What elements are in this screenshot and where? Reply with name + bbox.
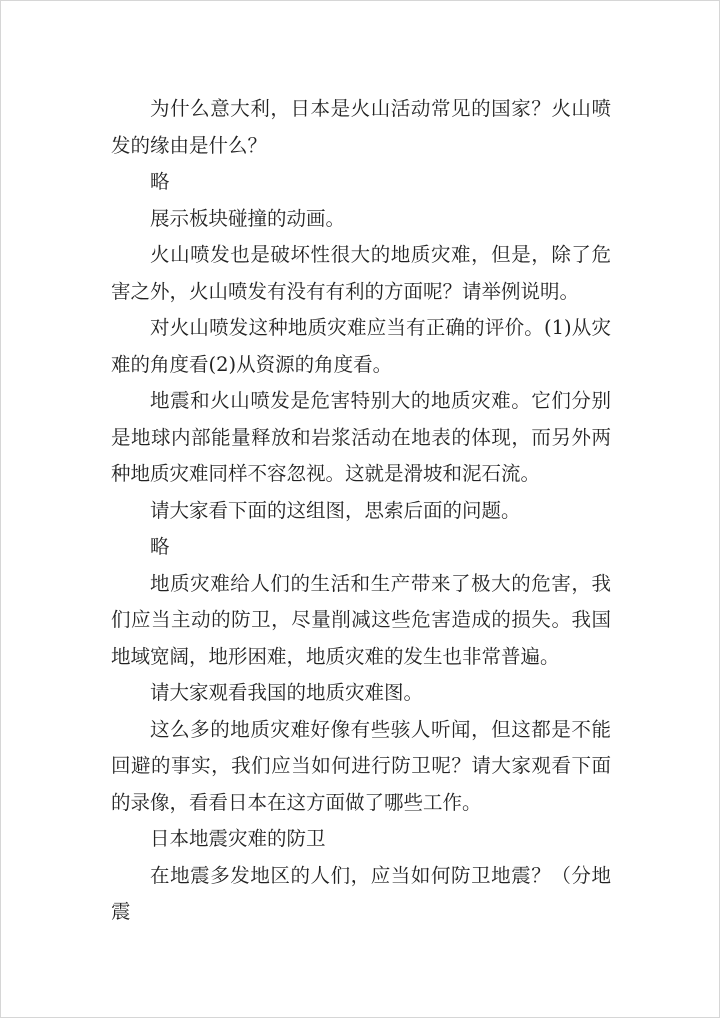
paragraph-omitted: 略 — [150, 170, 170, 193]
paragraph-omitted-2: 略 — [150, 535, 170, 558]
paragraph-view-images: 请大家看下面的这组图，思索后面的问题。 — [150, 498, 521, 522]
paragraph-defense-video: 这么多的地质灾难好像有些骇人听闻，但这都是不能回避的事实，我们应当如何进行防卫呢？请大家观看下面的录像，看看日本在这方面做了哪些工作。 — [111, 717, 611, 814]
paragraph-volcano-benefits: 火山喷发也是破坏性很大的地质灾难，但是，除了危害之外，火山喷发有没有有利的方面呢？请举例说明。 — [111, 243, 611, 303]
paragraph-japan-heading: 日本地震灾难的防卫 — [150, 827, 326, 850]
paragraph-landslide-intro: 地震和火山喷发是危害特别大的地质灾难。它们分别是地球内部能量释放和岩浆活动在地表的体现，而另外两种地质灾难同样不容忽视。这就是滑坡和泥石流。 — [111, 389, 611, 485]
paragraph-evaluation: 对火山喷发这种地质灾难应当有正确的评价。(1)从灾难的角度看(2)从资源的角度看。 — [111, 316, 611, 376]
paragraph-volcano-question: 为什么意大利，日本是火山活动常见的国家？火山喷发的缘由是什么？ — [111, 97, 611, 157]
paragraph-disaster-map: 请大家观看我国的地质灾难图。 — [150, 681, 424, 704]
paragraph-disaster-harm: 地质灾难给人们的生活和生产带来了极大的危害，我们应当主动的防卫，尽量削减这些危害造成的损失。我国地域宽阔，地形困难，地质灾难的发生也非常普遍。 — [111, 571, 611, 668]
paragraph-plate-animation: 展示板块碰撞的动画。 — [150, 206, 346, 230]
paragraph-earthquake-defense: 在地震多发地区的人们，应当如何防卫地震？（分地震 — [111, 863, 611, 923]
document-body — [111, 91, 611, 931]
